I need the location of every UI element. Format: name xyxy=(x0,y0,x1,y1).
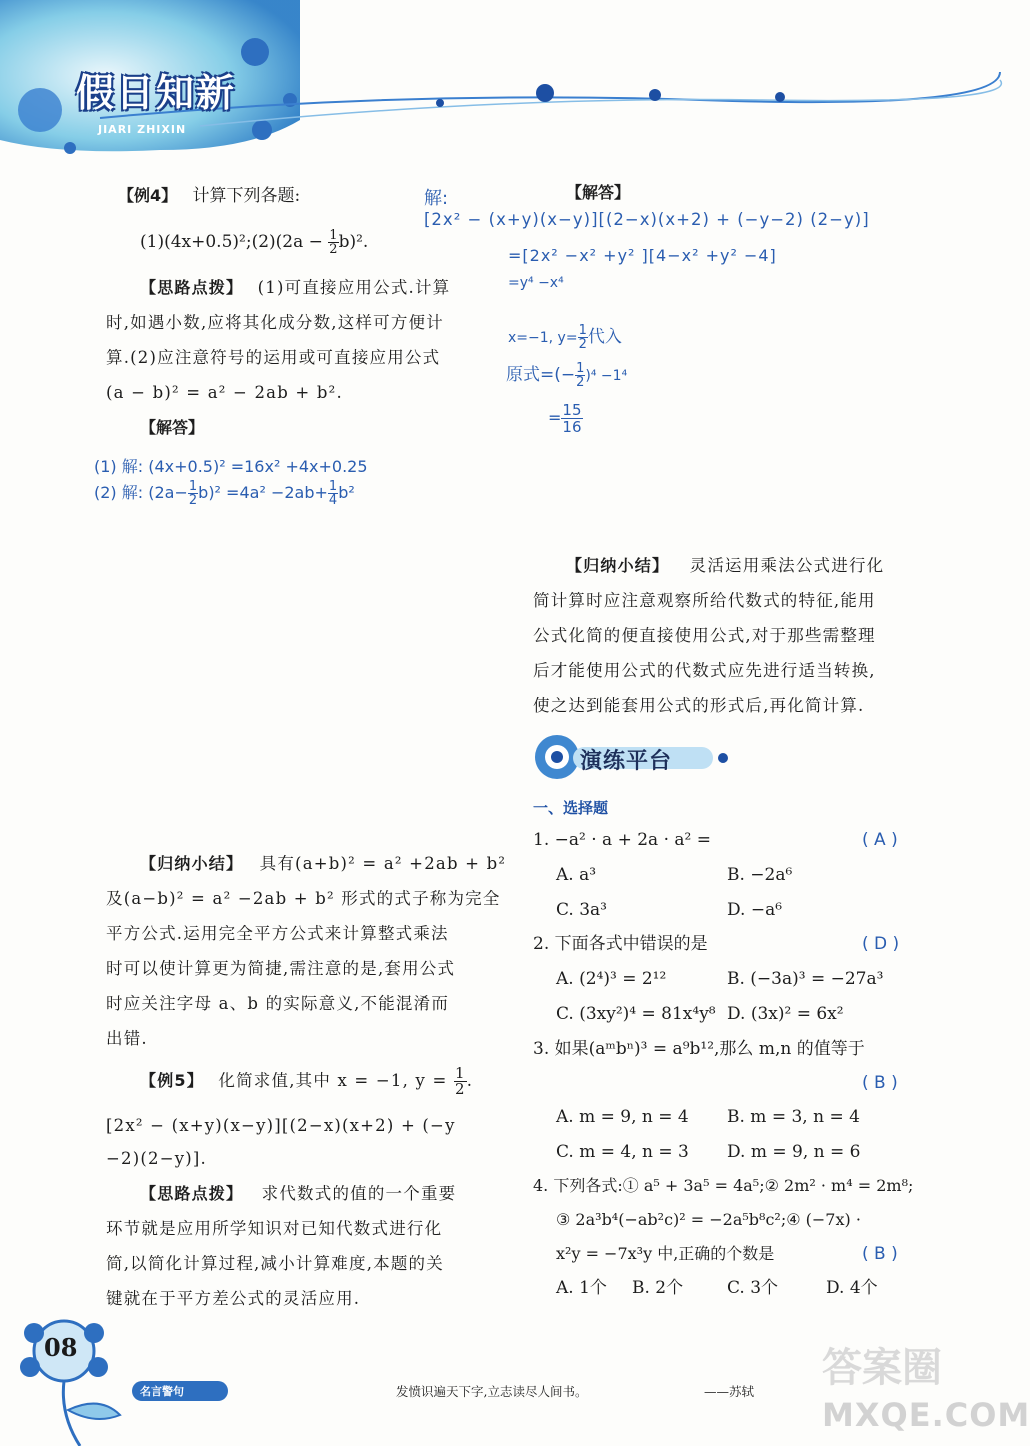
half-fraction: $\frac{1}{2}$ xyxy=(576,360,585,390)
summary-left-line-2: 及(a−b)² = a² −2ab + b² 形式的式子称为完全 xyxy=(106,889,501,908)
summary-left-line-4: 时可以使计算更为简捷,需注意的是,套用公式 xyxy=(106,959,456,978)
summary-left-line-6: 出错. xyxy=(106,1029,148,1048)
hint5-line-4: 键就在于平方差公式的灵活应用. xyxy=(106,1289,361,1308)
handwritten-line-5-b: )⁴ −1⁴ xyxy=(585,368,628,384)
example5-line-3: −2)(2−y)]. xyxy=(106,1149,207,1168)
solution-2-part-b: b)² =4a² −2ab+ xyxy=(198,483,328,502)
hint5-line-3: 简,以简化计算过程,减小计算难度,本题的关 xyxy=(106,1254,444,1273)
summary-left-line-1: 具有(a+b)² = a² +2ab + b² xyxy=(259,854,507,873)
handwritten-line-4-a: x=−1, y= xyxy=(508,330,578,346)
q4-option-a: A. 1个 xyxy=(556,1278,607,1298)
hint5-line-2: 环节就是应用所学知识对已知代数式进行化 xyxy=(106,1219,443,1238)
example5-label: 【例5】 xyxy=(140,1071,204,1090)
summary-label-left: 【归纳小结】 xyxy=(140,854,244,873)
example5-heading: 【例5】 化简求值,其中 x = −1, y = $\frac{1}{2}$ . xyxy=(140,1064,474,1098)
half-fraction: $\frac{1}{2}$ xyxy=(188,479,198,508)
logo-subtitle: JIARI ZHIXIN xyxy=(98,123,187,136)
handwritten-line-3: =y⁴ −x⁴ xyxy=(508,275,564,291)
half-fraction: $\frac{1}{2}$ xyxy=(329,228,338,257)
summary-right-line-1: 灵活运用乘法公式进行化 xyxy=(689,556,885,575)
example4-expression xyxy=(140,224,368,260)
summary-left-line-5: 时应关注字母 a、b 的实际意义,不能混淆而 xyxy=(106,994,450,1013)
example4-expression-end: b)². xyxy=(338,232,369,252)
question-4-line-3: x²y = −7x³y 中,正确的个数是 xyxy=(556,1244,775,1263)
q4-option-c: C. 3个 xyxy=(727,1278,779,1298)
handwritten-line-1: [2x² − (x+y)(x−y)][(2−x)(x+2) + (−y−2) (2−y)] xyxy=(424,210,870,229)
hint5-line-1: 求代数式的值的一个重要 xyxy=(261,1184,457,1203)
handwritten-line-5 xyxy=(506,360,627,389)
example4-heading xyxy=(118,178,300,214)
q2-option-d: D. (3x)² = 6x² xyxy=(727,1004,844,1024)
example4-title: 计算下列各题: xyxy=(192,186,301,206)
question-2-answer: ( D ) xyxy=(862,934,900,954)
handwritten-line-4 xyxy=(508,322,622,351)
example4-label: 【例4】 xyxy=(118,186,178,205)
hint-line-2: 时,如遇小数,应将其化成分数,这样可方便计 xyxy=(106,313,444,332)
handwritten-line-5-a: 原式=(− xyxy=(506,365,576,385)
q2-option-c: C. (3xy²)⁴ = 81x⁴y⁸ xyxy=(556,1004,716,1024)
q1-option-b: B. −2a⁶ xyxy=(727,865,793,885)
q1-option-d: D. −a⁶ xyxy=(727,900,783,920)
q2-option-b: B. (−3a)³ = −27a³ xyxy=(727,969,884,989)
watermark-logo: 答案圈 xyxy=(822,1345,942,1391)
footer-author: ——苏轼 xyxy=(704,1384,755,1399)
q3-option-a: A. m = 9, n = 4 xyxy=(556,1107,689,1127)
question-4-answer: ( B ) xyxy=(862,1244,898,1264)
question-4-line-2: ③ 2a³b⁴(−ab²c)² = −2a⁵b⁸c²;④ (−7x) · xyxy=(556,1210,861,1229)
q4-option-d: D. 4个 xyxy=(826,1278,878,1298)
hint-block xyxy=(140,270,500,305)
question-3: 3. 如果(aᵐbⁿ)³ = a⁹b¹²,那么 m,n 的值等于 xyxy=(533,1039,865,1059)
hint-line-4: (a − b)² = a² − 2ab + b². xyxy=(106,383,343,402)
handwritten-jie: 解: xyxy=(424,188,449,209)
q4-option-b: B. 2个 xyxy=(632,1278,684,1298)
quote-tag: 名言警句 xyxy=(140,1385,184,1398)
hint-line-1: (1)可直接应用公式.计算 xyxy=(257,278,451,297)
q2-option-a: A. (2⁴)³ = 2¹² xyxy=(556,969,667,989)
summary-left xyxy=(140,846,506,881)
summary-left-line-3: 平方公式.运用完全平方公式来计算整式乘法 xyxy=(106,924,449,943)
hint5-block xyxy=(140,1176,456,1211)
question-4-line-1: 4. 下列各式:① a⁵ + 3a⁵ = 4a⁵;② 2m² · m⁴ = 2m⁸; xyxy=(533,1176,914,1195)
q3-option-b: B. m = 3, n = 4 xyxy=(727,1107,860,1127)
question-1-answer: ( A ) xyxy=(862,830,898,850)
summary-label-right: 【归纳小结】 xyxy=(566,556,670,575)
summary-right xyxy=(566,548,884,583)
result-fraction: $\frac{15}{16}$ xyxy=(562,401,582,436)
q3-option-d: D. m = 9, n = 6 xyxy=(727,1142,861,1162)
q3-option-c: C. m = 4, n = 3 xyxy=(556,1142,689,1162)
question-3-answer: ( B ) xyxy=(862,1073,898,1093)
summary-right-line-5: 使之达到能套用公式的形式后,再化简计算. xyxy=(533,696,865,715)
answer-label-right: 【解答】 xyxy=(566,183,631,202)
practice-title: 演练平台 xyxy=(580,749,673,774)
hint-label: 【思路点拨】 xyxy=(140,278,244,297)
summary-right-line-3: 公式化简的便直接使用公式,对于那些需整理 xyxy=(533,626,876,645)
example5-title: 化简求值,其中 x = −1, y = xyxy=(218,1071,454,1090)
logo-title: 假日知新 xyxy=(76,71,237,115)
example4-expression-text: (1)(4x+0.5)²;(2)(2a − xyxy=(140,232,329,252)
question-2: 2. 下面各式中错误的是 xyxy=(533,934,708,954)
answer-label-left: 【解答】 xyxy=(140,418,205,437)
quarter-fraction: $\frac{1}{4}$ xyxy=(328,479,338,508)
example5-line-2: [2x² − (x+y)(x−y)][(2−x)(x+2) + (−y xyxy=(106,1116,456,1135)
page-number: 08 xyxy=(44,1333,78,1362)
q1-option-c: C. 3a³ xyxy=(556,900,607,920)
hint-line-3: 算.(2)应注意符号的运用或可直接应用公式 xyxy=(106,348,441,367)
question-1: 1. −a² · a + 2a · a² = xyxy=(533,830,711,850)
solution-1: (1) 解: (4x+0.5)² =16x² +4x+0.25 xyxy=(94,457,368,476)
solution-2-part-a: (2) 解: (2a− xyxy=(94,483,188,502)
solution-2-part-c: b² xyxy=(338,483,355,502)
hint5-label: 【思路点拨】 xyxy=(140,1184,244,1203)
handwritten-line-2: =[2x² −x² +y² ][4−x² +y² −4] xyxy=(508,246,777,265)
summary-right-line-4: 后才能使用公式的代数式应先进行适当转换, xyxy=(533,661,876,680)
choice-section-title: 一、选择题 xyxy=(533,799,609,817)
handwritten-line-6 xyxy=(548,402,583,435)
handwritten-line-4-b: 代入 xyxy=(587,327,622,347)
summary-right-line-2: 简计算时应注意观察所给代数式的特征,能用 xyxy=(533,591,876,610)
q1-option-a: A. a³ xyxy=(556,865,597,885)
solution-2 xyxy=(94,480,355,507)
half-fraction: $\frac{1}{2}$ xyxy=(578,323,587,352)
watermark-url: MXQE.COM xyxy=(822,1396,1030,1434)
half-fraction: $\frac{1}{2}$ xyxy=(454,1064,466,1098)
footer-quote: 发愤识遍天下字,立志读尽人间书。 xyxy=(396,1384,588,1399)
handwritten-equals: = xyxy=(548,408,562,427)
